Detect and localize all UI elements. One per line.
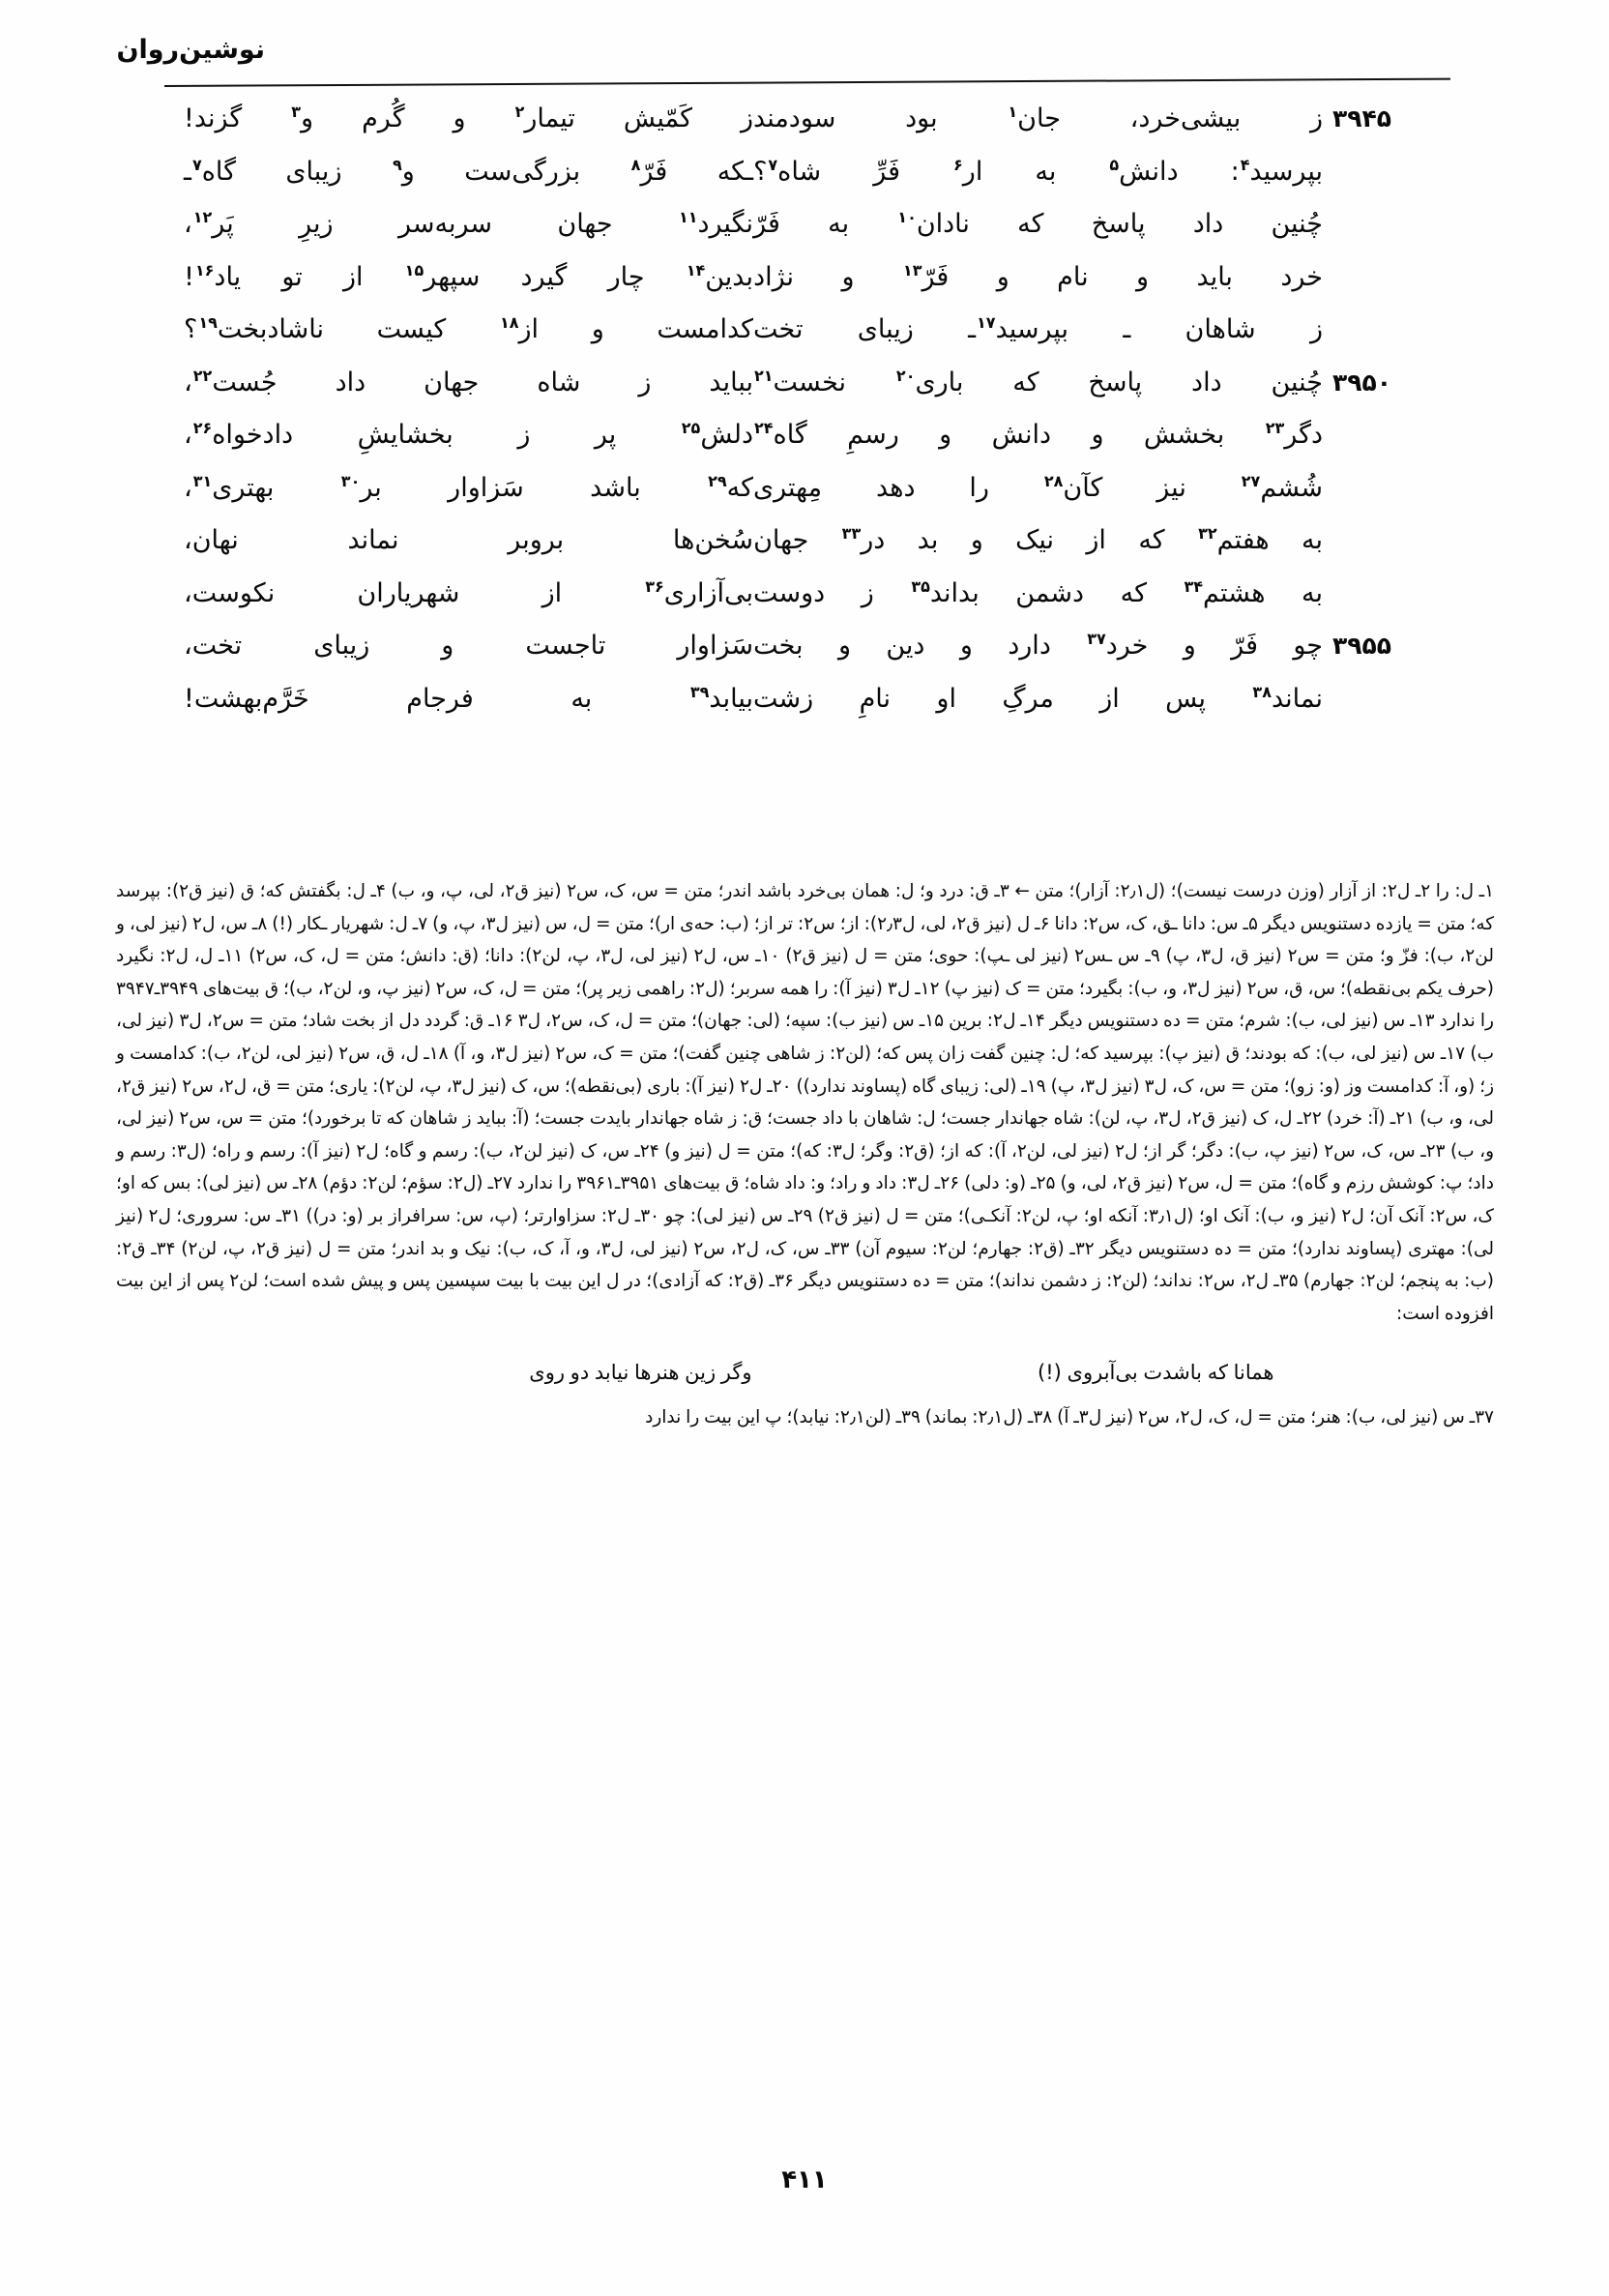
apparatus-criticus [116, 875, 1494, 1434]
verse-number [1323, 522, 1421, 526]
verse-line [184, 101, 1421, 154]
hemistich-left: که$^{۲۹}$ باشد سَزاوار بر$^{۳۰}$ بهتری$^{۳۱}$، [184, 471, 753, 503]
verse-line [184, 417, 1421, 470]
hemistich-left: سُخن‌ها بروبر نماند نهان، [184, 525, 753, 555]
inserted-couplet-left-hemistich: همانا که باشدت بی‌آبروی (!) [1038, 1361, 1274, 1385]
hemistich-right: ز بیشی‌خرد، جان$^۱$ بود سودمند [753, 103, 1323, 133]
hemistich-left: بی‌آزاری$^{۳۶}$ از شهریاران نکوست، [184, 576, 753, 608]
folio-number: ۴۱۱ [781, 2165, 828, 2194]
header-rule [164, 78, 1450, 87]
verse-line [184, 154, 1421, 207]
verse-number [1323, 681, 1421, 685]
verse-line [184, 365, 1421, 418]
verse-number [1323, 470, 1421, 474]
verse-number: ۳۹۴۵ [1332, 104, 1392, 132]
hemistich-left: بیابد$^{۳۹}$ به فرجام خَرَّم‌بهشت! [184, 682, 753, 714]
inserted-couplet [116, 1357, 1494, 1390]
hemistich-right: چُنین داد پاسخ که باری$^{۲۰}$ نخست$^{۲۱}$ [754, 366, 1323, 397]
verse-line [184, 522, 1421, 575]
hemistich-right: بپرسید$^۴$: دانش$^۵$ به ار$^۶$ فَرِّ شاه$^۷$؟ [753, 155, 1323, 187]
verse-line [184, 628, 1421, 681]
verse-number [1323, 259, 1421, 263]
hemistich-left: کدامست و از$^{۱۸}$ کیست ناشادبخت$^{۱۹}$؟ [184, 313, 753, 344]
verse-line [184, 311, 1421, 365]
inserted-couplet-right-hemistich: وگر زین هنرها نیابد دو روی [529, 1361, 752, 1385]
verse-line [184, 575, 1421, 629]
hemistich-right: دگر$^{۲۳}$ بخشش و دانش و رسمِ گاه$^{۲۴}$ [754, 419, 1323, 450]
hemistich-left: دلش$^{۲۵}$ پر ز بخشایشِ دادخواه$^{۲۶}$، [184, 419, 753, 450]
hemistich-right: چو فَرّ و خرد$^{۳۷}$ دارد و دین و بخت [753, 630, 1323, 661]
verse-number [1323, 417, 1421, 421]
verse-number [1323, 311, 1421, 315]
verse-number [1323, 206, 1421, 210]
verse-number [1323, 575, 1421, 579]
hemistich-right: به هفتم$^{۳۲}$ که از نیک و بد در$^{۳۳}$ جهان [753, 524, 1323, 555]
hemistich-right: ز شاهان ـ بپرسید$^{۱۷}$ـ زیبای تخت [753, 313, 1323, 344]
verse-number: ۳۹۵۰ [1332, 368, 1392, 397]
hemistich-left: ز کَمّیش تیمار$^۲$ و گُرم و$^۳$ گزند! [184, 103, 753, 133]
hemistich-right: شُشم$^{۲۷}$ نیز کآن$^{۲۸}$ را دهد مِهتری [753, 471, 1323, 503]
verse-block [184, 101, 1421, 733]
hemistich-left: بدین$^{۱۴}$ چار گیرد سپهر$^{۱۵}$ از تو یاد$^{۱۶}$! [184, 260, 753, 292]
verse-number: ۳۹۵۵ [1332, 632, 1392, 660]
verse-number [1323, 154, 1421, 158]
hemistich-left: بباید ز شاه جهان داد جُست$^{۲۲}$، [184, 366, 753, 397]
hemistich-right: به هشتم$^{۳۴}$ که دشمن بداند$^{۳۵}$ ز دوست [753, 576, 1323, 608]
apparatus-tail-notes: ۳۷ـ س (نیز لی، ب): هنر؛ متن = ل، ک، ل۲، س۲ (نیز ل۳ـ آ) ۳۸ـ (ل۲٫۱: بماند) ۳۹ـ (لن۲٫۱: نیابد)؛ پ این بیت را ندارد [645, 1406, 1494, 1428]
running-head-title: نوشین‌روان [116, 34, 265, 65]
hemistich-left: سَزاوار تاجست و زیبای تخت، [184, 631, 753, 661]
verse-line [184, 681, 1421, 734]
hemistich-right: چُنین داد پاسخ که نادان$^{۱۰}$ به فَرّ [753, 208, 1323, 239]
hemistich-left: نگیرد$^{۱۱}$ جهان سربه‌سر زیرِ پَر$^{۱۲}$، [184, 208, 753, 239]
apparatus-body: ۱ـ ل: را ۲ـ ل۲: از آزار (وزن درست نیست)؛ (ل۲٫۱: آزار)؛ متن ← ۳ـ ق: درد و؛ ل: همان بی‌خرد باشد اندر؛ متن = س، ک، س۲ (نیز ق۲، لی، پ، و، ب) ۴ـ ل: بگفتش که؛ ق (نیز ق۲): بپرسد که؛ متن = یازده دستنویس دیگر ۵ـ س: دانا ـق، ک، س۲: دانا ۶ـ ل (نیز ق۲، لی، ل۲٫۳): از؛ س۲: تر از؛ (ب: حه‌ی ار)؛ متن = ل، س (نیز ل۳، پ، و) ۷ـ ل: شهریار ـکار (!) ۸ـ س، ل۲ (نیز لی، و لن۲، ب): فزّ و؛ متن = س۲ (نیز ق، ل۳، پ) ۹ـ س ـس۲ (نیز لی ـپ): حوی؛ متن = ل (نیز ق۲) ۱۰ـ س، ل۲ (نیز لی، ل۳، پ، لن۲): دانا؛ (ق: دانش؛ متن = ل، ک، س۲) ۱۱ـ ل، ل۲: نگیرد (حرف یکم بی‌نقطه)؛ س، ق، س۲ (نیز ل۳، و، ب): بگیرد؛ متن = ک (نیز پ) ۱۲ـ ل۳ (نیز آ): را همه سربر؛ (ل۲: راهمی زیر پر)؛ متن = ل، ک، س۲ (نیز پ، و، لن۲، ب)؛ ق بیت‌های ۳۹۴۹ـ۳۹۴۷ را ندارد ۱۳ـ س (نیز لی، ب): شرم؛ متن = ده دستنویس دیگر ۱۴ـ ل۲: برین ۱۵ـ س (نیز ب): سپه؛ (لی: جهان)؛ متن = ل، ک، س۲، ل۳ ۱۶ـ ق: گردد دل از بخت شاد؛ متن = س۲، ل۳ (نیز لی، ب) ۱۷ـ س (نیز لی، ب): که بودند؛ ق (نیز پ): بپرسید که؛ ل: چنین گفت زان پس که؛ (لن۲: ز شاهی چنین گفت)؛ متن = ک، س۲ (نیز ل۳، و، آ) ۱۸ـ ل، ق، س۲ (نیز لی، لن۲، ب): کدامست و ز؛ (و، آ: کدامست وز (و: زو)؛ متن = س، ک، ل۳ (نیز ل۳، پ) ۱۹ـ (لی: زیبای گاه (پساوند ندارد)) ۲۰ـ ل۲ (نیز آ): باری (بی‌نقطه)؛ س، ک (نیز ل۳، پ، لن۲): یاری؛ متن = ق، ل۲، س۲ (نیز ق۲، لی، و، ب) ۲۱ـ (آ: خرد) ۲۲ـ ل، ک (نیز ق۲، ل۳، پ، لن): شاه جهاندار جست؛ ل: شاهان با داد جست؛ ق: ز شاه جهاندار بایدت جست؛ (آ: بباید ز شاهان که تا برخورد)؛ متن = س، س۲ (نیز لی، و، ب) ۲۳ـ س، ک، س۲ (نیز پ، ب): دگر؛ گر از؛ ل۲ (نیز لی، لن۲، آ): که از؛ (ق۲: وگر؛ ل۳: که)؛ متن = ل (نیز و) ۲۴ـ س، ک (نیز لن۲، ب): رسم و گاه؛ ل۲ (نیز آ): رسم و راه؛ (ل۳: رسم و داد؛ پ: کوشش رزم و گاه)؛ متن = ل، س۲ (نیز ق۲، لی، و) ۲۵ـ (و: دلی) ۲۶ـ ل۳: داد و راد؛ و: داد شاه؛ ق بیت‌های ۳۹۵۱ـ۳۹۶۱ را ندارد ۲۷ـ (ل۲: سؤم؛ لن۲: دؤم) ۲۸ـ س (نیز لی): بس که او؛ ک، س۲: آنک آن؛ ل۲ (نیز و، ب): آنک او؛ (ل۳٫۱: آنکه او؛ پ، لن۲: آنکـی)؛ متن = ل (نیز ق۲) ۲۹ـ س (نیز لی): چو ۳۰ـ ل۲: سزاوارتر؛ (پ، س: سرافراز بر (و: در)) ۳۱ـ س: سروری؛ ل۲ (نیز لی): مهتری (پساوند ندارد)؛ متن = ده دستنویس دیگر ۳۲ـ (ق۲: جهارم؛ لن۲: سیوم آن) ۳۳ـ س، ک، ل۲، س۲ (نیز لی، ل۳، و، آ، ک، ب): نیک و بد اندر؛ متن = ل (نیز ق۲، پ، لن۲) ۳۴ـ ق۲: (ب: به پنجم؛ لن۲: جهارم) ۳۵ـ ل۲، س۲: نداند؛ (لن۲: ز دشمن نداند)؛ متن = ده دستنویس دیگر ۳۶ـ (ق۲: که آزادی)؛ در ل این بیت با بیت سپسین پس و پیش شده است؛ لن۲ پس از این بیت افزوده است: [116, 881, 1495, 1324]
verse-line [184, 470, 1421, 523]
running-head [116, 27, 265, 72]
verse-line [184, 259, 1421, 312]
hemistich-left: ـکه فَرّ$^۸$ بزرگی‌ست و$^۹$ زیبای گاه$^۷$ـ [184, 155, 753, 187]
hemistich-right: خرد باید و نام و فَرّ$^{۱۳}$ و نژاد [753, 260, 1323, 292]
verse-line [184, 206, 1421, 259]
hemistich-right: نماند$^{۳۸}$ پس از مرگِ او نامِ زشت [753, 682, 1323, 714]
